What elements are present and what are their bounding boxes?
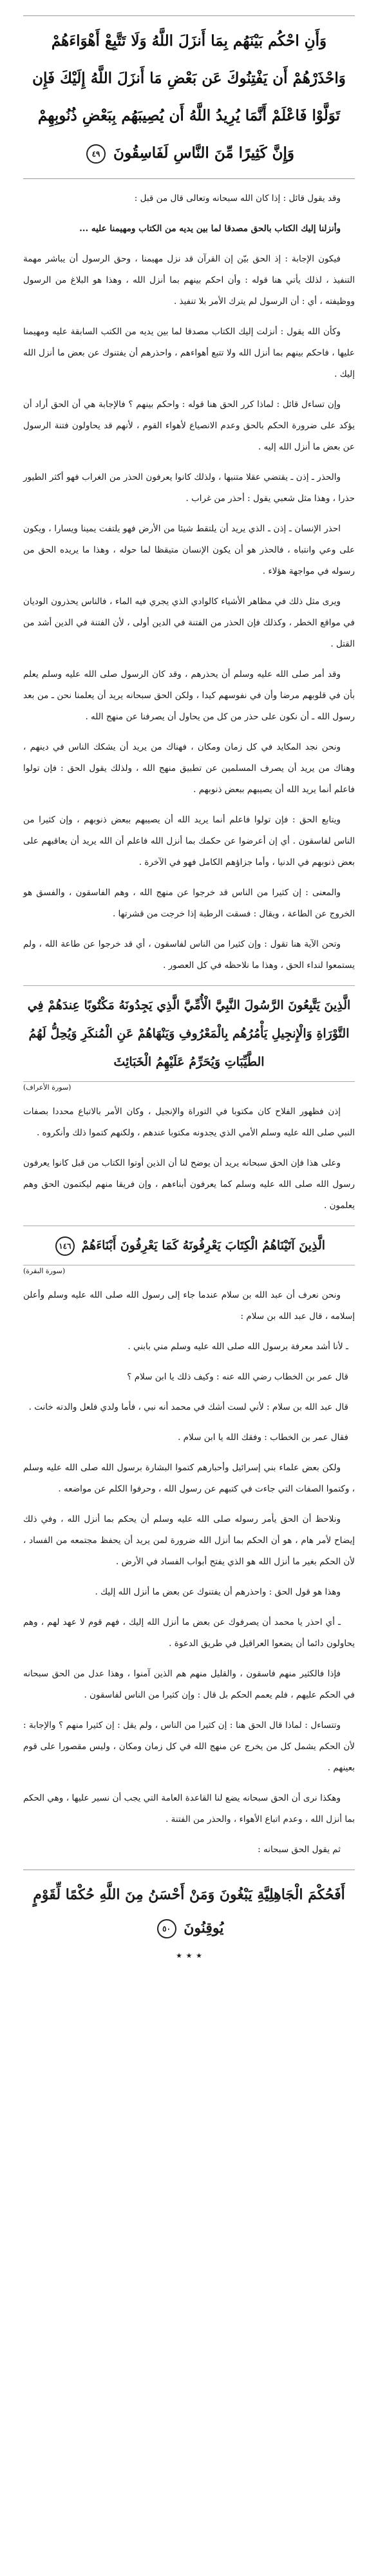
paragraph: والحذر ـ إذن ـ يقتضي عقلا متنبها ، ولذلك كانوا يعرفون الحذر من الغراب فهو أكثر الطيور حذرا ، وهذا مثل شعبي يقول : أحذر من غراب . <box>23 472 355 504</box>
surah-reference: (سورة البقرة) <box>23 1267 66 1275</box>
paragraph: احذر الإنسان ـ إذن ـ الذي يريد أن يلتقط شيئا من الأرض فهو يلتفت يمينا ويسارا ، ويكون على وعي وانتباه ، فالحذر هو أن يكون الإنسان متيقظا لما حوله ، وهذا ما يريده الحق من رسوله في مواجهة هؤلاء . <box>23 524 355 576</box>
dialog-line: قال عمر بن الخطاب رضي الله عنه : وكيف ذلك يا ابن سلام ؟ <box>127 1372 348 1382</box>
section-separator: ٭ ٭ ٭ <box>176 1949 202 1962</box>
dialog-line: قال عبد الله بن سلام : لأني لست أشك في محمد أنه نبي ، فأما ولدي فلعل والدته خانت . <box>28 1402 348 1412</box>
surah-reference: (سورة الأعراف) <box>23 1083 71 1092</box>
paragraph: وقد أمر صلى الله عليه وسلم أن يحذرهم ، وقد كان الرسول صلى الله عليه وسلم يعلم بأن في قلوبهم مرضا وأن في نفوسهم كيدا ، ولكن الحق سبحانه يريد أن يعلمنا نحن ـ من بعد رسول الله ـ أن نكون على حذر من كل من يحاول أن يصرفنا عن منهج الله . <box>23 669 355 722</box>
ayah-number-badge: ١٤٦ <box>55 1236 75 1256</box>
paragraph: إذن فظهور الفلاح كان مكتوبا في التوراة والإنجيل ، وكان الأمر بالاتباع محددا بصفات النبي صلى الله عليه وسلم الأمي الذي يجدونه مكتوبا عندهم ، ولكنهم كتموا ذلك وأنكروه . <box>23 1106 355 1138</box>
paragraph: وتحن الآية هنا تقول : وإن كثيرا من الناس لفاسقون ، أي قد خرجوا عن طاعة الله ، ولم يستمعوا لنداء الحق ، وهذا ما نلاحظه في كل العصور . <box>23 939 355 971</box>
paragraph: فيكون الإجابة : إذ الحق بيّن إن القرآن قد نزل مهيمنا ، وحق الرسول أن يباشر مهمة التنفيذ ، لذلك يأتي هنا قوله : وأن احكم بينهم بما أنزل الله ، وهذا هو البلاغ من الرسول ووظيفته ، أي : أن الرسول لم يترك الأمر بلا تنفيذ . <box>23 254 355 307</box>
paragraph: ثم يقول الحق سبحانه : <box>258 1844 341 1855</box>
ayah-number-badge: ٥٠ <box>157 1919 176 1938</box>
paragraph: ولكن بعض علماء بني إسرائيل وأحبارهم كتموا البشارة برسول الله صلى الله عليه وسلم ، وكتموا الصفات التي جاءت في كتبهم عن رسول الله ، وحرفوا الكلم عن مواضعه . <box>23 1463 355 1494</box>
quran-verse-top <box>23 15 355 179</box>
paragraph: ونحن نعرف أن عبد الله بن سلام عندما جاء إلى رسول الله صلى الله عليه وسلم وأعلن إسلامه ، قال عبد الله بن سلام : <box>23 1290 355 1321</box>
paragraph: وتتساءل : لماذا قال الحق هنا : إن كثيرا من الناس ، ولم يقل : إن كثيرا منهم ؟ والإجابة : لأن الحكم يشمل كل من يخرج عن منهج الله في كل زمان ومكان ، وليس مقصورا على قوم بعينهم . <box>23 1720 355 1773</box>
paragraph: وقد يقول قائل : إذا كان الله سبحانه وتعالى قال من قبل : <box>134 193 341 204</box>
paragraph: فإذا فالكثير منهم فاسقون ، والقليل منهم هم الذين آمنوا ، وهذا عدل من الحق سبحانه في الحكم عليهم ، فلم يعمم الحكم بل قال : وإن كثيرا من الناس لفاسقون . <box>23 1669 355 1700</box>
verse-text: أَفَحُكْمَ الْجَاهِلِيَّةِ يَبْغُونَ وَمَنْ أَحْسَنُ مِنَ اللَّهِ حُكْمًا لِّقَوْمٍ يُوقِنُونَ <box>33 1886 345 1937</box>
quoted-verse: وأنزلنا إليك الكتاب بالحق مصدقا لما بين يديه من الكتاب ومهيمنا عليه ... <box>79 223 341 234</box>
verse-text: وَأَنِ احْكُم بَيْنَهُم بِمَا أَنزَلَ اللَّهُ وَلَا تَتَّبِعْ أَهْوَاءَهُمْ وَاحْذَرْهُمْ أَن يَفْتِنُوكَ عَن بَعْضِ مَا أَنزَلَ اللَّهُ إِلَيْكَ فَإِن تَوَلَّوْا فَاعْلَمْ أَنَّمَا يُرِيدُ اللَّهُ أَن يُصِيبَهُم بِبَعْضِ ذُنُوبِهِمْ وَإِنَّ كَثِيرًا مِّنَ النَّاسِ لَفَاسِقُونَ <box>32 32 346 162</box>
paragraph: ونلاحظ أن الحق يأمر رسوله صلى الله عليه وسلم أن يحكم بما أنزل الله ، وفي ذلك إيضاح لأمر هام ، هو أن الحكم بما أنزل الله ضرورة لمن يريد أن يحفظ مجتمعه من الفساد ، لأن الحكم بغير ما أنزل الله هو الذي يفتح أبواب الفساد في الأرض . <box>23 1514 355 1567</box>
verse-text: الَّذِينَ يَتَّبِعُونَ الرَّسُولَ النَّبِيَّ الْأُمِّيَّ الَّذِي يَجِدُونَهُ مَكْتُوبًا عِندَهُمْ فِي التَّوْرَاةِ وَالْإِنجِيلِ يَأْمُرُهُم بِالْمَعْرُوفِ وَيَنْهَاهُمْ عَنِ الْمُنكَرِ وَيُحِلُّ لَهُمُ الطَّيِّبَاتِ وَيُحَرِّمُ عَلَيْهِمُ الْخَبَائِثَ <box>27 998 351 1069</box>
paragraph: ويتابع الحق : فإن تولوا فاعلم أنما يريد الله أن يصيبهم ببعض ذنوبهم ، وإن كثيرا من الناس لفاسقون . أي إن أعرضوا عن حكمك بما أنزل الله فاعلم أن الله يريد أن يعاقبهم على بعض ذنوبهم في الدنيا ، وأما جزاؤهم الكامل فهو في الآخرة . <box>23 815 355 867</box>
paragraph: وهذا هو قول الحق : واحذرهم أن يفتنوك عن بعض ما أنزل الله إليك . <box>95 1587 341 1597</box>
paragraph: ـ أي احذر يا محمد أن يصرفوك عن بعض ما أنزل الله إليك ، فهم قوم لا عهد لهم ، وهم يحاولون دائما أن يضعوا العراقيل في طريق الدعوة . <box>23 1617 355 1649</box>
paragraph: ويرى مثل ذلك في مظاهر الأشياء كالوادي الذي يجري فيه الماء ، فالناس يحذرون الوديان في مواقع الخطر ، وكذلك فإن الحذر من الفتنة في الدين أولى ، لأن الفتنة في الدين أشد من القتل . <box>23 596 355 649</box>
quran-verse-final <box>23 1870 355 1945</box>
paragraph: وكأن الله يقول : أنزلت إليك الكتاب مصدقا لما بين يديه من الكتب السابقة عليه ومهيمنا عليها ، فاحكم بينهم بما أنزل الله ولا تتبع أهواءهم ، واحذرهم أن يفتنوك عن بعض ما أنزل الله إليك . <box>23 327 355 379</box>
quran-verse-second <box>23 985 355 1082</box>
paragraph: والمعنى : إن كثيرا من الناس قد خرجوا عن منهج الله ، وهم الفاسقون ، والفسق هو الخروج عن الطاعة ، ويقال : فسقت الرطبة إذا خرجت من قشرتها . <box>23 887 355 919</box>
dialog-line: فقال عمر بن الخطاب : وفقك الله يا ابن سلام . <box>178 1432 348 1443</box>
quran-verse-third <box>23 1226 355 1265</box>
paragraph: وهكذا نرى أن الحق سبحانه يضع لنا القاعدة العامة التي يجب أن نسير عليها ، وهي الحكم بما أنزل الله ، وعدم اتباع الأهواء ، والحذر من الفتنة . <box>23 1793 355 1824</box>
paragraph: ونحن نجد المكايد في كل زمان ومكان ، فهناك من يريد أن يشكك الناس في دينهم ، وهناك من يريد أن يصرف المسلمين عن تطبيق منهج الله ، ولذلك يقول الحق : فإن تولوا فاعلم أنما يريد الله أن يصيبهم ببعض ذنوبهم . <box>23 742 355 795</box>
ayah-number-badge: ٤٩ <box>86 144 106 164</box>
dialog-line: ـ لأنا أشد معرفة برسول الله صلى الله عليه وسلم مني بابني . <box>128 1341 348 1352</box>
verse-text: الَّذِينَ آتَيْنَاهُمُ الْكِتَابَ يَعْرِفُونَهُ كَمَا يَعْرِفُونَ أَبْنَاءَهُمْ <box>81 1238 326 1253</box>
paragraph: وعلى هذا فإن الحق سبحانه يريد أن يوضح لنا أن الذين أوتوا الكتاب من قبل كانوا يعرفون رسول الله صلى الله عليه وسلم كما يعرفون أبناءهم ، وإن فريقا منهم ليكتمون الحق وهم يعلمون . <box>23 1158 355 1211</box>
paragraph: وإن تساءل قائل : لماذا كرر الحق هنا قوله : واحكم بينهم ؟ فالإجابة هي أن الحق أراد أن يؤكد على ضرورة الحكم بالحق وعدم الانصياع لأهواء القوم ، لأنهم قد يحاولون فتنة الرسول عن بعض ما أنزل الله إليه . <box>23 399 355 452</box>
